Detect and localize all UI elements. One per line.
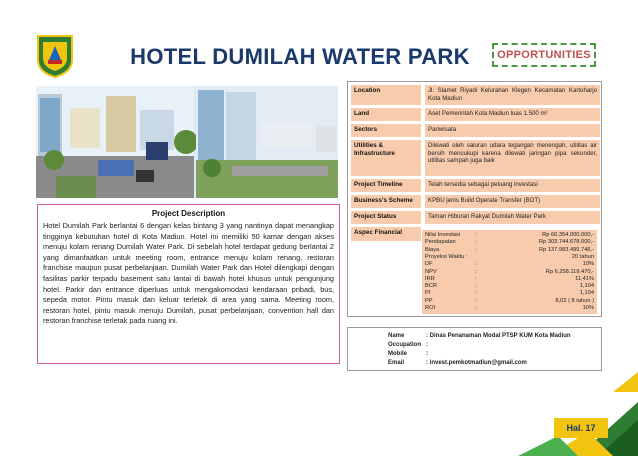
utilities-label: Utilities & Infrastructure	[351, 140, 421, 176]
contact-occupation-row	[388, 341, 598, 350]
contact-name-label: Name	[388, 333, 405, 339]
city-emblem-logo	[36, 34, 74, 78]
financial-item: PP : 8,02 ( 8 tahun )	[425, 297, 594, 304]
financial-item: IRR : 11,41%	[425, 275, 594, 282]
timeline-value: Telah tersedia sebagai peluang investasi	[425, 179, 600, 192]
timeline-row	[351, 179, 600, 192]
financial-item: Nilai Investasi : Rp 60.354.000.000,-	[425, 232, 594, 238]
project-description-box	[37, 204, 340, 364]
location-row	[351, 85, 600, 105]
financial-item: Pendapatan : Rp 303.744.678.000,-	[425, 239, 594, 246]
financial-item: DF : 10%	[425, 261, 594, 268]
sectors-value: Pariwisata	[425, 124, 600, 137]
scheme-row	[351, 195, 600, 208]
contact-name-value: : Dinas Penanaman Modal PTSP KUM Kota Madiun	[426, 333, 571, 339]
status-label: Project Status	[351, 211, 421, 224]
hotel-rendering-image	[36, 86, 338, 198]
contact-email-row[interactable]	[388, 359, 598, 368]
contact-mobile-row	[388, 350, 598, 359]
financial-item: ROI : 10%	[425, 305, 594, 311]
utilities-value: Dilewati oleh saluran udara tegangan menengah, utilitas air bersih mencukupi karena dilewati jaringan pipa sekunder, utilitas sampah juga baik	[425, 140, 600, 176]
contact-email-label: Email	[388, 360, 405, 366]
description-title: Project Description	[151, 209, 226, 218]
financial-item: PI : 1,104	[425, 290, 594, 297]
opportunities-badge: OPPORTUNITIES	[492, 43, 596, 67]
financial-item: BCR : 1,104	[425, 283, 594, 290]
location-label: Location	[351, 85, 421, 105]
financial-item: Proyeksi Waktu : 20 tahun	[425, 253, 594, 260]
land-value: Aset Pemerintah Kota Madiun luas 1.500 m²	[425, 108, 600, 121]
land-label: Land	[351, 108, 421, 121]
contact-email-value[interactable]: : invest.pemkotmadiun@gmail.com	[426, 360, 527, 366]
financial-item: Biaya : Rp 137.983.499.746,-	[425, 246, 594, 253]
contact-occupation-label: Occupation	[388, 342, 422, 348]
location-value: Jl. Slamet Riyadi Kelurahan Klegen Kecamatan Kartoharjo Kota Madiun	[425, 85, 600, 105]
sectors-row	[351, 124, 600, 137]
contact-box	[347, 327, 602, 371]
financial-values	[422, 230, 597, 314]
project-info-table	[347, 81, 602, 317]
contact-mobile-label: Mobile	[388, 351, 407, 357]
timeline-label: Project Timeline	[351, 179, 421, 192]
contact-occupation-value: :	[426, 342, 428, 348]
utilities-row	[351, 140, 600, 176]
status-row	[351, 211, 600, 224]
page-number: Hal. 17	[554, 418, 608, 438]
sectors-label: Sectors	[351, 124, 421, 137]
financial-label: Aspec Financial	[351, 227, 421, 241]
description-body: Hotel Dumilah Park berlantai 6 dengan kelas bintang 3 yang nantinya dapat menangkap tingginya kebutuhan hotel di Kota Madiun. Hotel ini memiliki 50 kamar dengan akses menuju kolam renang Dumilah Water Park. Di sebelah hotel terdapat gedung berlantai 2 yang dimanfaatkan untuk meeting room, entrance menuju kolam renang, restoran franchise maupun pusat perbelanjaan. Dumilah Water Park dan Hotel dilengkapi dengan fasilitas parkir terpadu basement satu lantai di bawah hotel khusus untuk pengunjung hotel. Parkir dan entrance diperluas untuk mengakomodasi kendaraan pribadi, bus, sepeda motor. Pintu masuk dan keluar terletak di area yang sama. Meeting room, restoran hotel, pintu masuk menuju Dumilah, pusat perbelanjaan, convention hall dan restoran franchise terletak pada ruang ini.	[43, 221, 334, 326]
scheme-label: Business's Scheme	[351, 195, 421, 208]
land-row	[351, 108, 600, 121]
contact-name-row	[388, 332, 598, 341]
scheme-value: KPBU jenis Build Operate Transfer (BOT)	[425, 195, 600, 208]
contact-mobile-value: :	[426, 351, 428, 357]
status-value: Taman Hiburan Rakyat Dumilah Water Park	[425, 211, 600, 224]
corner-decoration	[438, 372, 638, 456]
page-title: HOTEL DUMILAH WATER PARK	[130, 44, 470, 69]
financial-item: NPV : Rp 6.258.119.470,-	[425, 268, 594, 275]
